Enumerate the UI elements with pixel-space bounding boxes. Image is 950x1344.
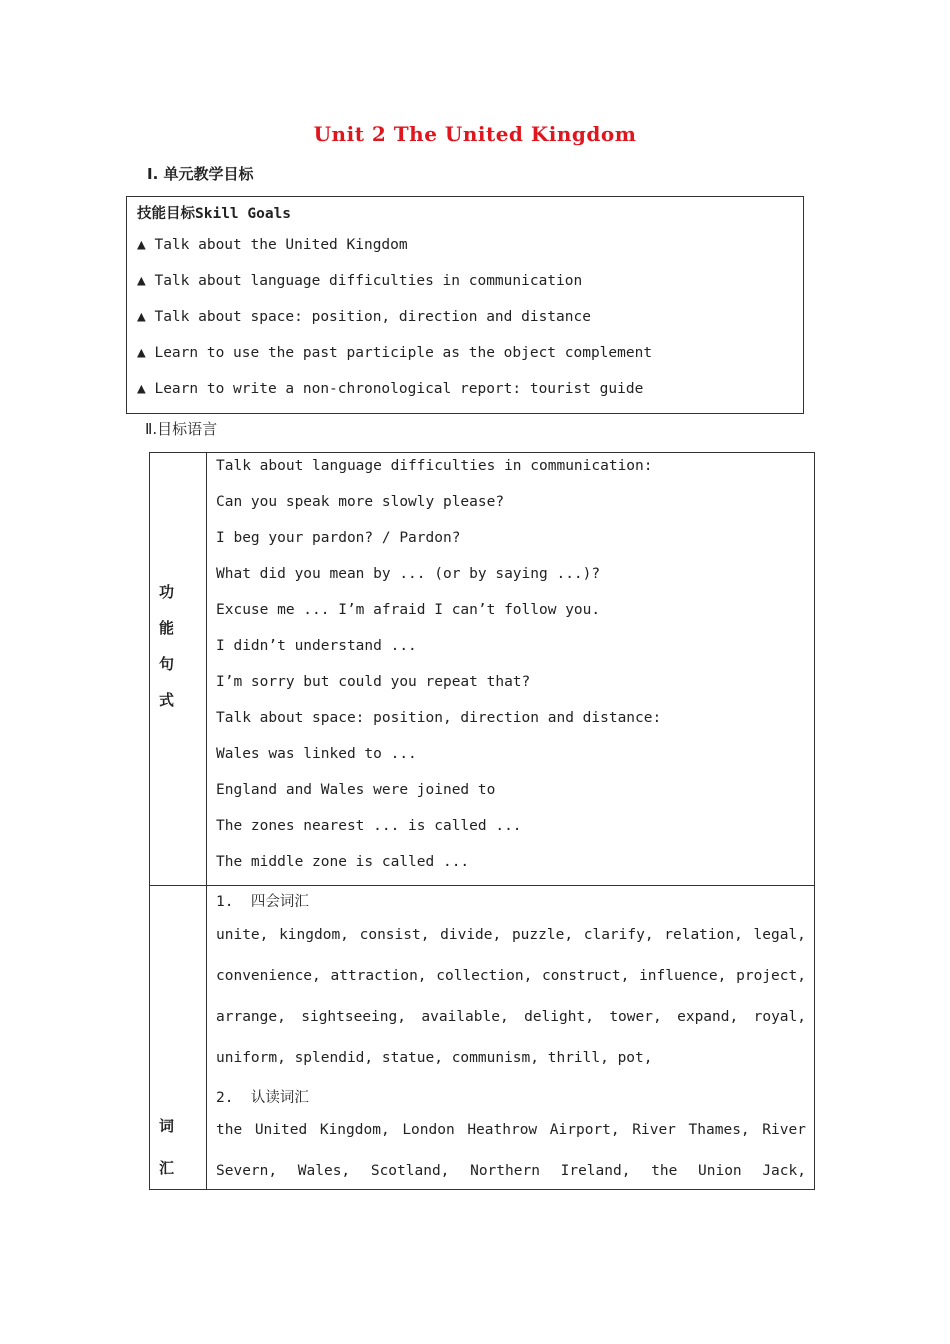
row-label-char: 汇	[159, 1159, 175, 1177]
target-language-table	[149, 452, 815, 1190]
sentence-line: Excuse me ... I’m afraid I can’t follow you.	[216, 602, 601, 618]
vocab-word: expand,	[677, 1009, 739, 1025]
vocab-word: tower,	[609, 1009, 662, 1025]
vocab-heading: 2. 认读词汇	[216, 1090, 309, 1106]
sentence-line: I didn’t understand ...	[216, 638, 417, 654]
vocab-word: unite,	[216, 927, 269, 943]
vocab-word: sightseeing,	[301, 1009, 406, 1025]
section-heading-target-language: Ⅱ.目标语言	[145, 420, 218, 438]
vocab-word: convenience,	[216, 968, 321, 984]
page-title: Unit 2 The United Kingdom	[313, 122, 637, 146]
sentence-line: Talk about language difficulties in communication:	[216, 458, 653, 474]
vocab-word: project,	[736, 968, 806, 984]
vocab-line: uniform, splendid, statue, communism, thrill, pot,	[216, 1050, 653, 1066]
row-label-char: 式	[159, 691, 175, 709]
vocab-word: Severn,	[216, 1163, 278, 1179]
vocab-word: Kingdom,	[319, 1122, 390, 1138]
vocab-word: clarify,	[583, 927, 654, 943]
sentence-line: The middle zone is called ...	[216, 854, 470, 870]
vocab-word: influence,	[639, 968, 727, 984]
vocab-word: collection,	[436, 968, 533, 984]
goal-item: ▲ Talk about the United Kingdom	[137, 237, 408, 253]
vocab-line	[216, 1009, 806, 1025]
row-label-char: 词	[159, 1117, 175, 1135]
row-label-char: 句	[159, 655, 175, 673]
skill-goals-heading: 技能目标Skill Goals	[137, 206, 292, 222]
vocab-word: construct,	[542, 968, 630, 984]
vocab-word: River	[632, 1122, 676, 1138]
vocab-heading: 1. 四会词汇	[216, 894, 309, 910]
vocab-word: legal,	[753, 927, 806, 943]
sentence-line: Wales was linked to ...	[216, 746, 417, 762]
vocab-line	[216, 968, 806, 984]
goal-item: ▲ Talk about space: position, direction and distance	[137, 309, 591, 325]
sentence-line: I beg your pardon? / Pardon?	[216, 530, 461, 546]
sentence-line: Can you speak more slowly please?	[216, 494, 505, 510]
sentence-line: What did you mean by ... (or by saying ...)?	[216, 566, 601, 582]
vocab-word: royal,	[753, 1009, 806, 1025]
vocab-word: Thames,	[688, 1122, 750, 1138]
row-label-char: 能	[159, 619, 175, 637]
skill-goals-box	[126, 196, 804, 414]
vocab-word: the	[651, 1163, 678, 1179]
vocab-word: delight,	[524, 1009, 594, 1025]
goal-item: ▲ Talk about language difficulties in communication	[137, 273, 583, 289]
row-label-char: 功	[159, 583, 175, 601]
sentence-line: England and Wales were joined to	[216, 782, 496, 798]
vocab-word: Heathrow	[467, 1122, 538, 1138]
vocab-word: United	[254, 1122, 308, 1138]
row-divider	[150, 885, 814, 886]
vocab-word: kingdom,	[279, 927, 349, 943]
column-divider	[206, 453, 207, 1189]
vocab-word: Northern	[470, 1163, 540, 1179]
vocab-word: River	[762, 1122, 806, 1138]
goal-item: ▲ Learn to use the past participle as the object complement	[137, 345, 653, 361]
vocab-word: Wales,	[297, 1163, 351, 1179]
vocab-word: Union	[698, 1163, 742, 1179]
vocab-word: the	[216, 1122, 243, 1138]
sentence-line: Talk about space: position, direction and distance:	[216, 710, 662, 726]
vocab-line	[216, 1122, 806, 1138]
vocab-word: available,	[421, 1009, 509, 1025]
vocab-word: relation,	[664, 927, 743, 943]
vocab-word: consist,	[359, 927, 430, 943]
goal-item: ▲ Learn to write a non-chronological report: tourist guide	[137, 381, 644, 397]
vocab-word: Airport,	[549, 1122, 620, 1138]
vocab-word: Jack,	[762, 1163, 806, 1179]
vocab-word: Ireland,	[560, 1163, 631, 1179]
vocab-word: arrange,	[216, 1009, 286, 1025]
vocab-line	[216, 927, 806, 943]
sentence-line: I’m sorry but could you repeat that?	[216, 674, 531, 690]
sentence-line: The zones nearest ... is called ...	[216, 818, 522, 834]
vocab-word: attraction,	[330, 968, 427, 984]
vocab-line	[216, 1163, 806, 1179]
section-heading-goals: Ⅰ. 单元教学目标	[147, 165, 254, 183]
vocab-word: puzzle,	[511, 927, 574, 943]
vocab-word: Scotland,	[370, 1163, 450, 1179]
vocab-word: London	[402, 1122, 455, 1138]
vocab-word: divide,	[440, 927, 502, 943]
